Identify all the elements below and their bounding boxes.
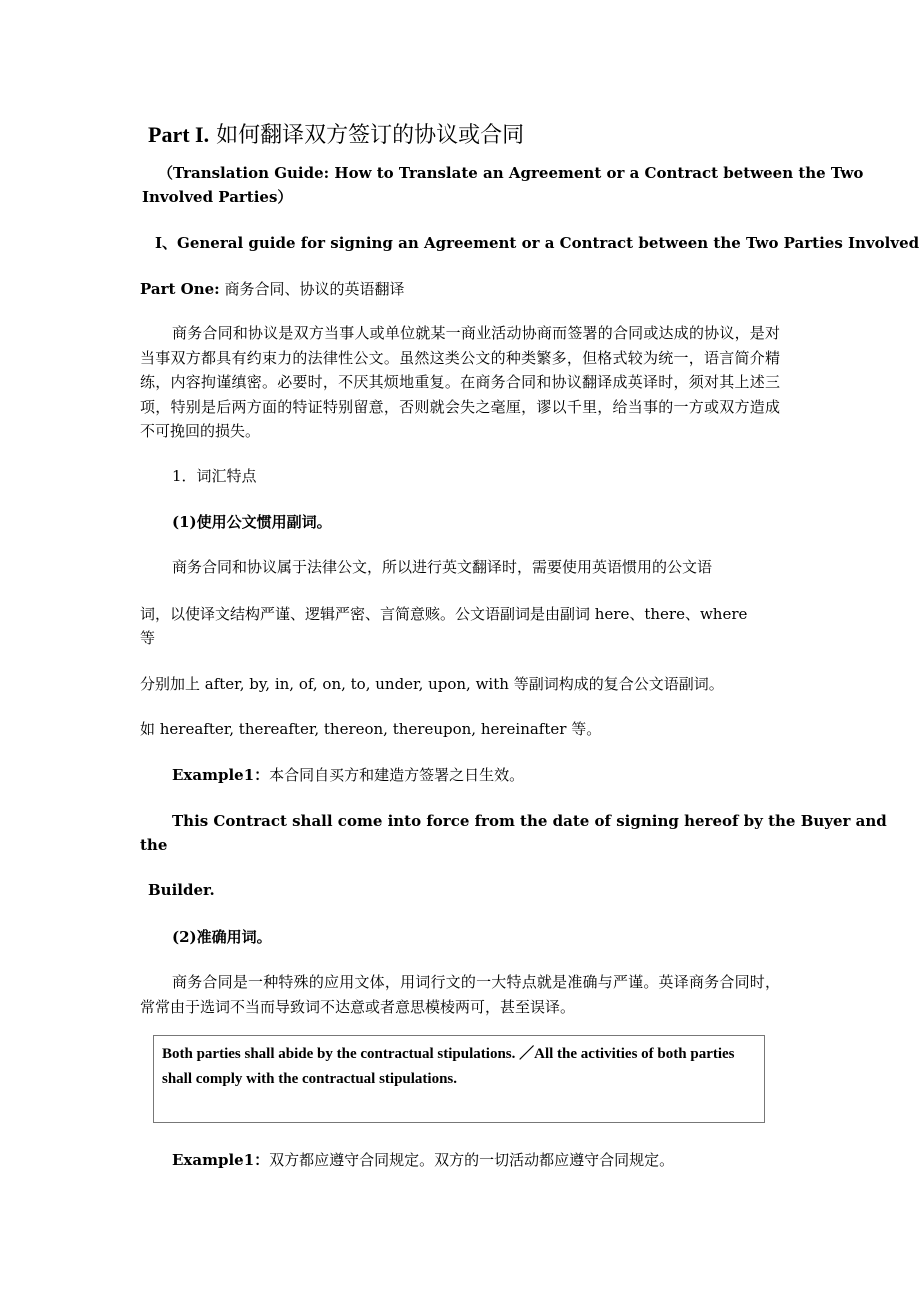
example2-cn-text: 双方都应遵守合同规定。双方的一切活动都应遵守合同规定。: [269, 1151, 675, 1169]
example1-en-line-3: Builder.: [148, 881, 215, 899]
sub1-heading: (1)使用公文惯用副词。: [172, 513, 332, 531]
example2-label: Example1：: [172, 1151, 270, 1169]
sub1-line-3: 等: [140, 629, 156, 647]
example1-cn-text: 本合同自买方和建造方签署之日生效。: [269, 766, 525, 784]
guide-line-2: Involved Parties）: [142, 188, 293, 206]
example1-label: Example1：: [172, 766, 270, 784]
sub1-line-5: 如 hereafter, thereafter, thereon, thereupon, hereinafter 等。: [140, 720, 602, 738]
title-part-label: Part I.: [148, 122, 210, 147]
sub2-paragraph: 商务合同是一种特殊的应用文体，用词行文的一大特点就是准确与严谨。英译商务合同时，常常由于选词不当而导致词不达意或者意思模棱两可，甚至误译。: [140, 973, 780, 1016]
vocab-heading: 1．词汇特点: [172, 467, 257, 485]
text-box-content: Both parties shall abide by the contractual stipulations. ／All the activities of both parties shall comply with the contractual stipulations.: [162, 1046, 735, 1087]
example1-cn: [172, 764, 524, 786]
section-heading: I、General guide for signing an Agreement or a Contract between the Two Parties Involved: [155, 234, 920, 252]
example2-cn: [172, 1149, 674, 1171]
guide-line-1: （Translation Guide: How to Translate an Agreement or a Contract between the Two: [158, 164, 864, 182]
example1-en-line-2: the: [140, 836, 168, 854]
title-text: 如何翻译双方签订的协议或合同: [216, 123, 525, 148]
sub1-line-2: 词，以使译文结构严谨、逻辑严密、言简意赅。公文语副词是由副词 here、there、where: [140, 605, 748, 623]
part-one-label: Part One:: [140, 280, 220, 298]
sub1-line-1: 商务合同和协议属于法律公文，所以进行英文翻译时，需要使用英语惯用的公文语: [172, 558, 713, 576]
text-box: [153, 1035, 765, 1123]
sub1-line-4: 分别加上 after, by, in, of, on, to, under, upon, with 等副词构成的复合公文语副词。: [140, 675, 724, 693]
part-one-text: 商务合同、协议的英语翻译: [224, 280, 405, 298]
intro-paragraph: 商务合同和协议是双方当事人或单位就某一商业活动协商而签署的合同或达成的协议，是对当事双方都具有约束力的法律性公文。虽然这类公文的种类繁多，但格式较为统一，语言简介精练，内容拘谨缜密。必要时，不厌其烦地重复。在商务合同和协议翻译成英译时，须对其上述三项，特别是后两方面的特证特别留意，否则就会失之毫厘，谬以千里，给当事的一方或双方造成不可挽回的损失。: [140, 324, 780, 440]
example1-en-line-1: This Contract shall come into force from the date of signing hereof by the Buyer and: [172, 812, 887, 830]
page-title: [148, 120, 524, 151]
part-one-heading: [140, 278, 405, 300]
sub2-heading: (2)准确用词。: [172, 928, 272, 946]
